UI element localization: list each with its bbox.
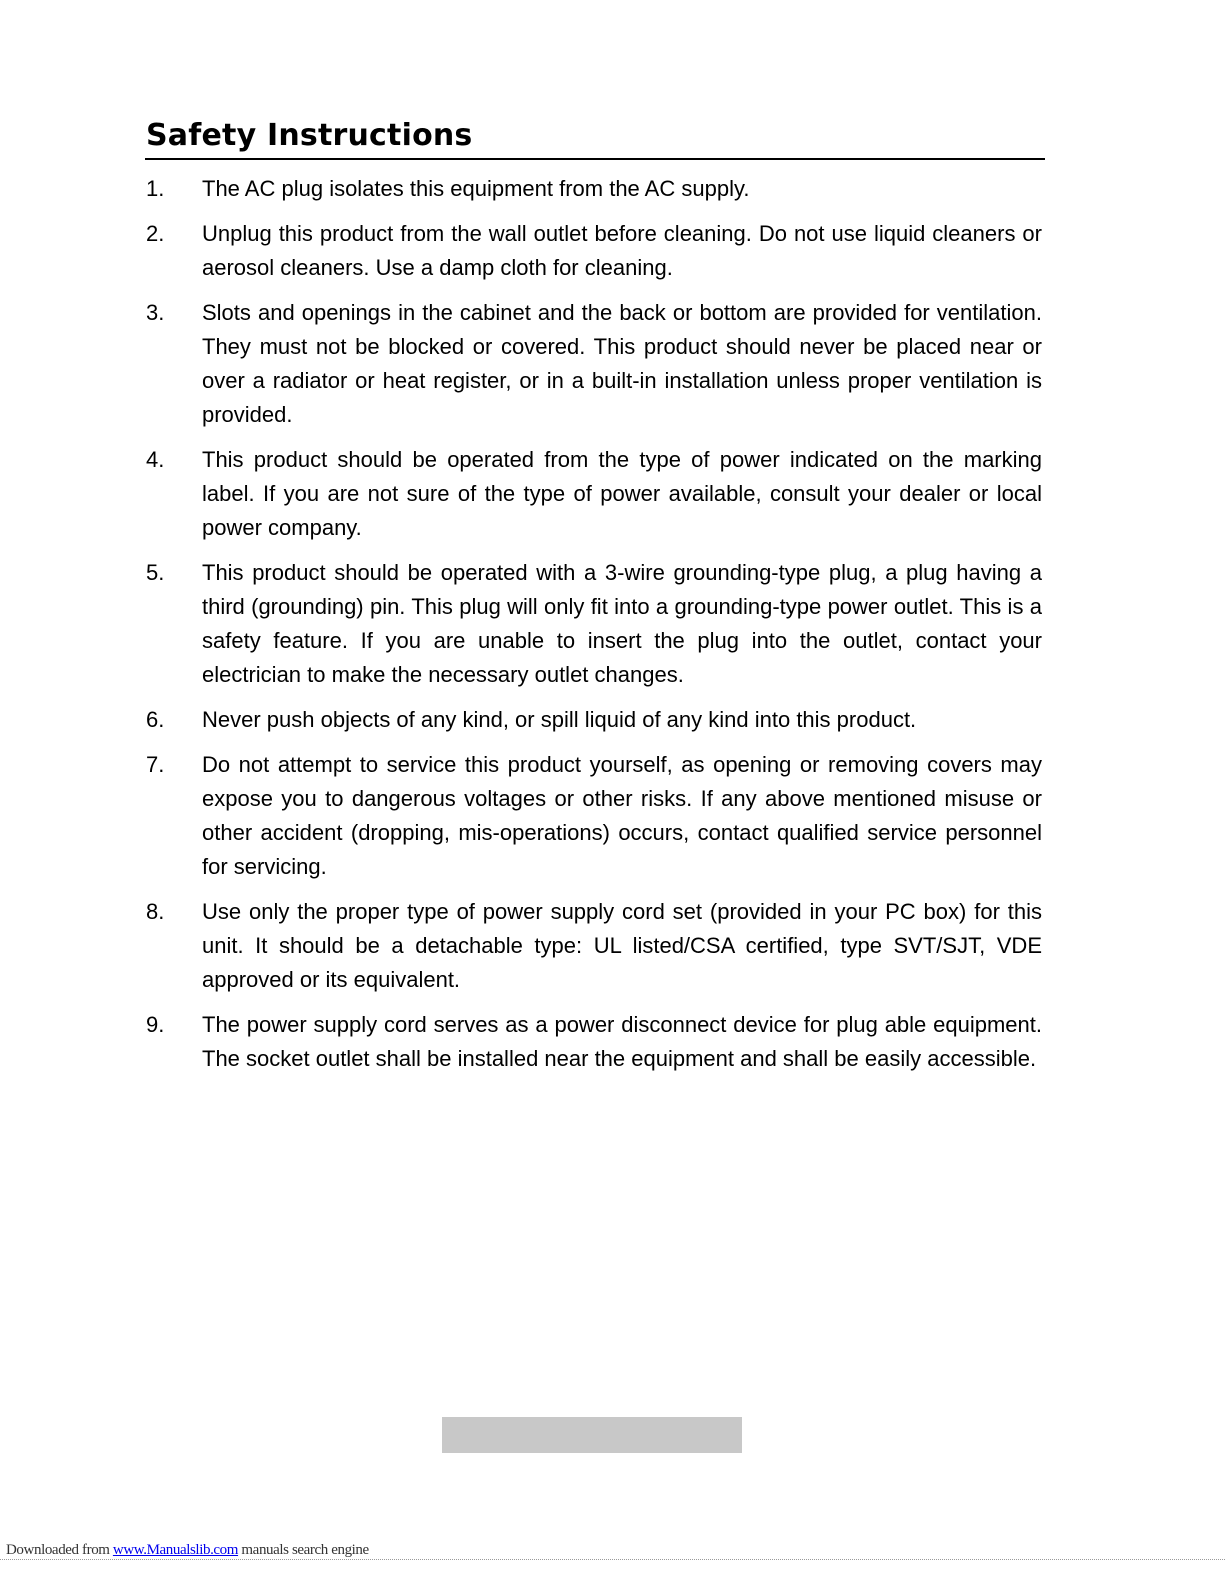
footer-divider — [0, 1559, 1225, 1560]
manualslib-link[interactable]: www.Manualslib.com — [112, 1542, 239, 1558]
list-item — [146, 895, 1042, 997]
safety-instructions-list — [146, 172, 1042, 1087]
page-title: Safety Instructions — [146, 118, 473, 153]
item-number: 5. — [146, 560, 165, 585]
list-item — [146, 748, 1042, 884]
item-text: Never push objects of any kind, or spill liquid of any kind into this product. — [202, 707, 917, 732]
download-credit-suffix: manuals search engine — [238, 1542, 369, 1558]
item-number: 6. — [146, 707, 165, 732]
item-number: 8. — [146, 899, 165, 924]
item-text: Do not attempt to service this product yourself, as opening or removing covers may expose you to dangerous voltages or other risks. If any above mentioned misuse or other accident (dropping, mis-operations) occurs, contact qualified service personnel for servicing. — [202, 752, 1042, 879]
item-number: 9. — [146, 1012, 165, 1037]
item-number: 7. — [146, 752, 165, 777]
list-item — [146, 703, 1042, 737]
item-text: This product should be operated with a 3-wire grounding-type plug, a plug having a third (grounding) pin. This plug will only fit into a grounding-type power outlet. This is a safety feature. If you are unable to insert the plug into the outlet, contact your electrician to make the necessary outlet changes. — [202, 560, 1042, 687]
download-credit — [6, 1541, 369, 1559]
list-item — [146, 217, 1042, 285]
item-number: 2. — [146, 221, 165, 246]
list-item — [146, 296, 1042, 432]
item-text: Slots and openings in the cabinet and the back or bottom are provided for ventilation. They must not be blocked or covered. This product should never be placed near or over a radiator or heat register, or in a built-in installation unless proper ventilation is provided. — [202, 300, 1042, 427]
page-number-bar — [442, 1417, 742, 1453]
item-text: Unplug this product from the wall outlet before cleaning. Do not use liquid cleaners or aerosol cleaners. Use a damp cloth for cleaning. — [202, 221, 1042, 280]
item-number: 1. — [146, 176, 165, 201]
list-item — [146, 443, 1042, 545]
item-text: Use only the proper type of power supply cord set (provided in your PC box) for this unit. It should be a detachable type: UL listed/CSA certified, type SVT/SJT, VDE approved or its equivalent. — [202, 899, 1042, 992]
title-divider — [145, 158, 1045, 160]
list-item — [146, 172, 1042, 206]
list-item — [146, 1008, 1042, 1076]
item-text: This product should be operated from the type of power indicated on the marking label. If you are not sure of the type of power available, consult your dealer or local power company. — [202, 447, 1042, 540]
item-number: 3. — [146, 300, 165, 325]
download-credit-prefix: Downloaded from — [6, 1542, 113, 1558]
item-text: The AC plug isolates this equipment from the AC supply. — [202, 176, 750, 201]
item-text: The power supply cord serves as a power disconnect device for plug able equipment. The socket outlet shall be installed near the equipment and shall be easily accessible. — [202, 1012, 1042, 1071]
list-item — [146, 556, 1042, 692]
item-number: 4. — [146, 447, 165, 472]
